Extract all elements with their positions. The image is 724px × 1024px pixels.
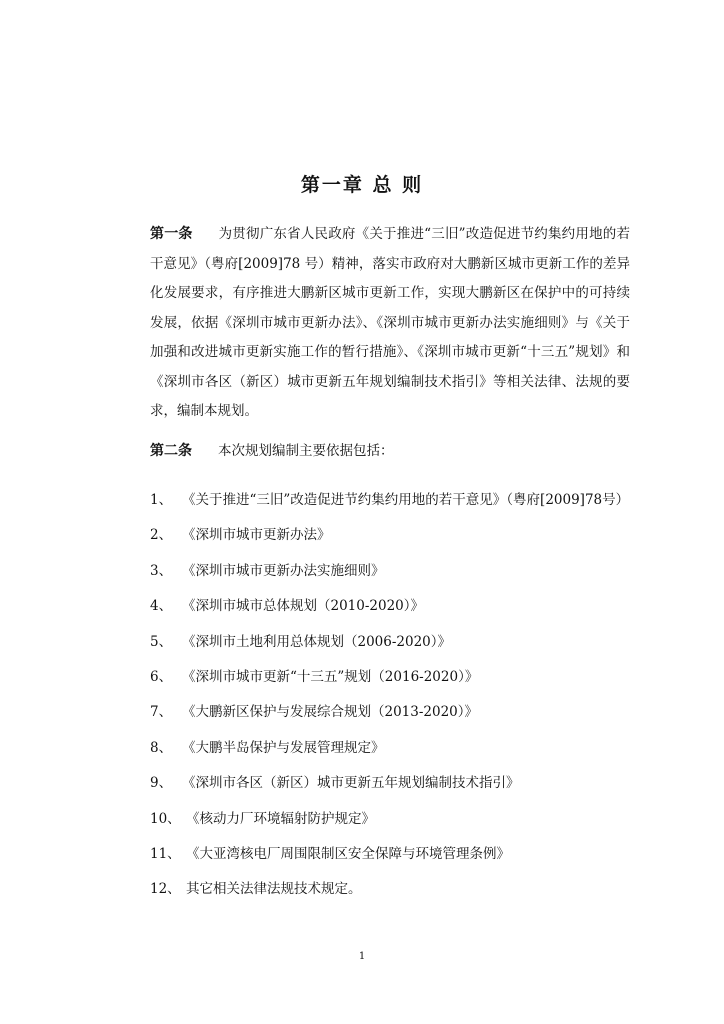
list-item-number: 8、 bbox=[150, 739, 173, 756]
list-item-number: 2、 bbox=[150, 527, 173, 544]
list-item-text: 其它相关法律法规技术规定。 bbox=[186, 881, 362, 898]
article-1-label: 第一条 bbox=[150, 226, 193, 242]
list-item-text: 《核动力厂环境辐射防护规定》 bbox=[186, 810, 375, 827]
list-item-number: 11、 bbox=[150, 845, 181, 862]
list-item-number: 1、 bbox=[150, 492, 173, 508]
list-item-number: 7、 bbox=[150, 704, 173, 721]
list-item bbox=[150, 771, 630, 796]
list-item-number: 6、 bbox=[150, 668, 173, 685]
list-item-number: 10、 bbox=[150, 810, 181, 827]
list-item-text: 《大亚湾核电厂周围限制区安全保障与环境管理条例》 bbox=[186, 845, 510, 862]
list-item bbox=[150, 736, 630, 761]
article-2-label: 第二条 bbox=[150, 443, 192, 459]
list-item-text: 《深圳市城市更新“十三五”规划（2016-2020）》 bbox=[182, 668, 479, 685]
article-1-text: 为贯彻广东省人民政府《关于推进“三旧”改造促进节约集约用地的若干意见》（粤府[2009]78 号）精神，落实市政府对大鹏新区城市更新工作的差异化发展要求，有序推进大鹏新区城市更新工作，实现大鹏新区在保护中的可持续发展，依据《深圳市城市更新办法》、《深圳市城市更新办法实施细则》与《关于加强和改进城市更新实施工作的暂行措施》、《深圳市城市更新“十三五”规划》和《深圳市各区（新区）城市更新五年规划编制技术指引》等相关法律、法规的要求，编制本规划。 bbox=[150, 226, 630, 419]
page-number: 1 bbox=[358, 951, 366, 962]
list-item bbox=[150, 842, 630, 867]
list-item-text: 《大鹏半岛保护与发展管理规定》 bbox=[182, 739, 385, 756]
list-item bbox=[150, 630, 630, 655]
list-item-text: 《深圳市城市总体规划（2010-2020）》 bbox=[182, 598, 425, 615]
article-2 bbox=[150, 437, 630, 467]
list-item-text: 《深圳市土地利用总体规划（2006-2020）》 bbox=[182, 633, 452, 650]
list-item bbox=[150, 488, 630, 513]
article-1 bbox=[150, 220, 630, 427]
list-item-text: 《大鹏新区保护与发展综合规划（2013-2020）》 bbox=[182, 704, 479, 721]
basis-list bbox=[150, 488, 630, 913]
list-item-number: 12、 bbox=[150, 881, 181, 898]
list-item bbox=[150, 877, 630, 902]
list-item-number: 4、 bbox=[150, 598, 173, 615]
list-item-number: 5、 bbox=[150, 633, 173, 650]
list-item-text: 《深圳市城市更新办法》 bbox=[182, 527, 331, 544]
list-item-number: 9、 bbox=[150, 775, 173, 792]
list-item-number: 3、 bbox=[150, 562, 173, 579]
list-item bbox=[150, 594, 630, 619]
list-item bbox=[150, 807, 630, 832]
list-item bbox=[150, 523, 630, 548]
article-2-text: 本次规划编制主要依据包括： bbox=[218, 443, 394, 459]
list-item bbox=[150, 665, 630, 690]
list-item bbox=[150, 700, 630, 725]
list-item-text: 《深圳市各区（新区）城市更新五年规划编制技术指引》 bbox=[182, 775, 520, 792]
list-item bbox=[150, 559, 630, 584]
chapter-title: 第一章 总 则 bbox=[300, 174, 424, 196]
list-item-text: 《关于推进“三旧”改造促进节约集约用地的若干意见》（粤府[2009]78号） bbox=[182, 492, 630, 508]
list-item-text: 《深圳市城市更新办法实施细则》 bbox=[182, 562, 385, 579]
